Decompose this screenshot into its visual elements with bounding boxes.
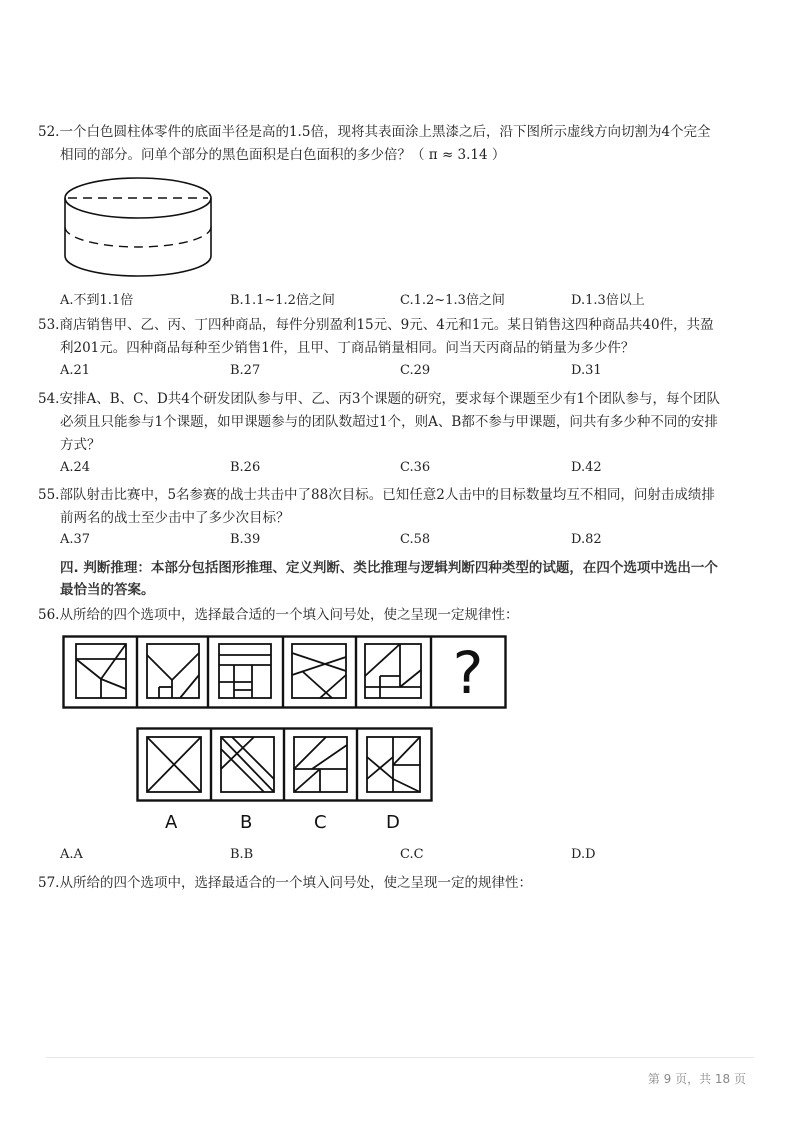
q52-option-a[interactable]: A.不到1.1倍	[60, 293, 134, 308]
figure-label-c: C	[314, 812, 327, 833]
figure-label-b: B	[240, 812, 253, 833]
q53-option-c[interactable]: C.29	[400, 363, 431, 378]
q55-stem-line1: 55.部队射击比赛中，5名参赛的战士共击中了88次目标。已知任意2人击中的目标数量均互不相同，问射击成绩排	[38, 487, 715, 503]
q54-stem-line3: 方式？	[60, 437, 101, 453]
footer-divider	[46, 1057, 754, 1058]
q56-options	[60, 847, 680, 865]
q54-stem-line1: 54.安排A、B、C、D共4个研发团队参与甲、乙、丙3个课题的研究，要求每个课题至少有1个团队参与，每个团队	[38, 391, 721, 407]
q52-stem-line2: 相同的部分。问单个部分的黑色面积是白色面积的多少倍？（ π ≈ 3.14 ）	[60, 147, 506, 163]
q53-option-b[interactable]: B.27	[230, 363, 261, 378]
q54-option-c[interactable]: C.36	[400, 460, 431, 475]
q56-option-b[interactable]: B.B	[230, 847, 254, 862]
q53-stem-line2: 利201元。四种商品每种至少销售1件，且甲、丁商品销量相同。问当天丙商品的销量为多少件？	[60, 340, 635, 356]
q54-stem-line2: 必须且只能参与1个课题，如甲课题参与的团队数超过1个，则A、B都不参与甲课题，问共有多少种不同的安排	[60, 414, 718, 430]
q55-option-b[interactable]: B.39	[230, 532, 261, 547]
section-heading-line1: 四. 判断推理：本部分包括图形推理、定义判断、类比推理与逻辑判断四种类型的试题，在四个选项中选出一个	[60, 560, 718, 576]
question-mark: ?	[452, 639, 484, 707]
q54-option-b[interactable]: B.26	[230, 460, 261, 475]
q56-stem-line1: 56.从所给的四个选项中，选择最合适的一个填入问号处，使之呈现一定规律性：	[38, 607, 519, 623]
q56-option-c[interactable]: C.C	[400, 847, 424, 862]
q52-stem-line1: 52.一个白色圆柱体零件的底面半径是高的1.5倍，现将其表面涂上黑漆之后，沿下图所示虚线方向切割为4个完全	[38, 124, 711, 140]
q53-option-a[interactable]: A.21	[60, 363, 91, 378]
figure-label-a: A	[165, 812, 178, 833]
q53-option-d[interactable]: D.31	[571, 363, 602, 378]
section-heading-line2: 最恰当的答案。	[60, 582, 155, 598]
q54-options	[60, 460, 680, 478]
q53-options	[60, 363, 680, 381]
q55-options	[60, 532, 680, 550]
q56-question-sequence	[62, 635, 508, 709]
q57-stem-line1: 57.从所给的四个选项中，选择最适合的一个填入问号处，使之呈现一定的规律性：	[38, 875, 532, 891]
q52-options	[60, 289, 680, 307]
q52-option-d[interactable]: D.1.3倍以上	[571, 293, 645, 308]
q52-option-c[interactable]: C.1.2~1.3倍之间	[400, 293, 505, 308]
q55-stem-line2: 前两名的战士至少击中了多少次目标？	[60, 510, 290, 526]
q55-option-c[interactable]: C.58	[400, 532, 431, 547]
q56-answer-figures	[136, 727, 434, 803]
q54-option-d[interactable]: D.42	[571, 460, 602, 475]
page-number: 第 9 页，共 18 页	[647, 1072, 746, 1086]
q53-stem-line1: 53.商店销售甲、乙、丙、丁四种商品，每件分别盈利15元、9元、4元和1元。某日销售这四种商品共40件，共盈	[38, 317, 714, 333]
q56-option-a[interactable]: A.A	[60, 847, 83, 862]
q54-option-a[interactable]: A.24	[60, 460, 91, 475]
cylinder-figure	[58, 172, 218, 282]
q55-option-a[interactable]: A.37	[60, 532, 91, 547]
q56-option-d[interactable]: D.D	[571, 847, 596, 862]
figure-label-d: D	[386, 812, 400, 833]
q52-option-b[interactable]: B.1.1~1.2倍之间	[230, 293, 335, 308]
q55-option-d[interactable]: D.82	[571, 532, 602, 547]
